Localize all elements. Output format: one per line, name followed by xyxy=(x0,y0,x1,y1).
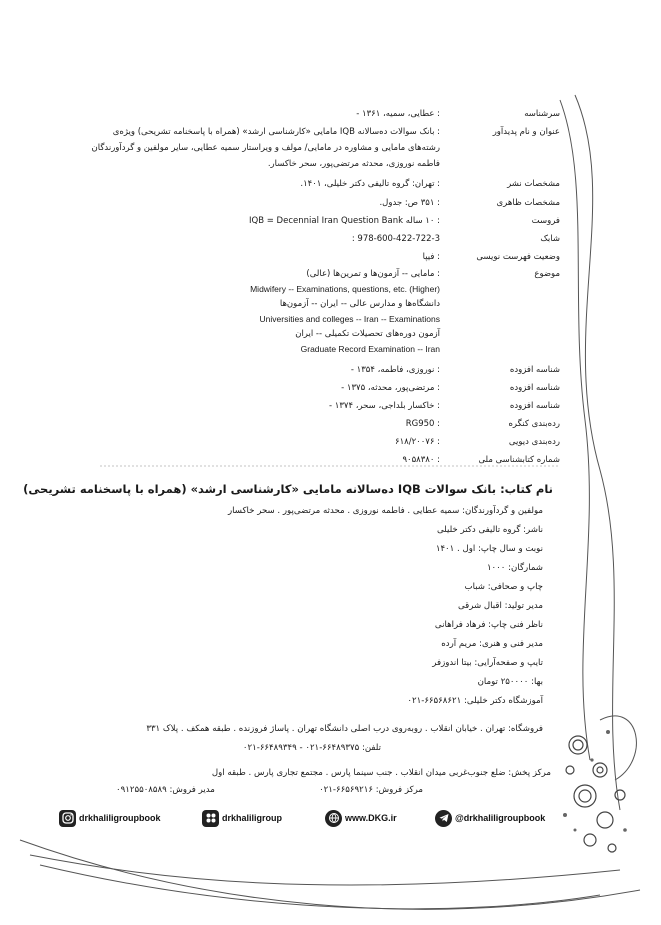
imprint-distribution: مرکز پخش: ضلع جنوب‌غربی میدان انقلاب . جنب سینما پارس . مجتمع تجاری پارس . طبقه اول xyxy=(211,768,551,778)
imprint-printing: چاپ و صحافی: شباب xyxy=(464,582,543,592)
swirl-line xyxy=(40,865,600,909)
imprint-store: فروشگاه: تهران . خیابان انقلاب . روبه‌روی درب اصلی دانشگاه تهران . پاساژ فروزنده . طبقه همکف . پلاک ۳۳۱ xyxy=(146,724,543,734)
website-link[interactable] xyxy=(322,808,397,828)
ornament-circle xyxy=(615,790,625,800)
catalog-subject-line: Graduate Record Examination -- Iran xyxy=(300,344,440,354)
imprint-price: بها: ۲۵۰۰۰۰ تومان xyxy=(477,677,543,687)
catalog-row-physical xyxy=(100,195,560,215)
imprint-production-manager: مدیر تولید: اقبال شرقی xyxy=(457,601,543,611)
aparat-handle: drkhaliligroup xyxy=(222,813,283,823)
swirl-line xyxy=(560,100,590,760)
catalog-value: : ۹۰۵۸۳۸۰ xyxy=(402,455,440,465)
ornament-dot xyxy=(563,813,567,817)
ornament-circle xyxy=(593,763,607,777)
ornament-circle xyxy=(579,790,591,802)
ornament-circle xyxy=(597,767,603,773)
catalog-subject-line: دانشگاه‌ها و مدارس عالی -- ایران -- آزمون‌ها xyxy=(279,299,440,309)
swirl-line xyxy=(30,855,620,885)
catalog-title-line: : بانک سوالات ده‌سالانه IQB مامایی «کارشناسی ارشد» (همراه با پاسخنامه تشریحی) ویژه‌ی xyxy=(112,127,440,137)
catalog-subject-line: آزمون دوره‌های تحصیلات تکمیلی -- ایران xyxy=(295,329,440,339)
ornament-circle xyxy=(573,740,583,750)
catalog-label: شناسه افزوده xyxy=(509,383,560,393)
telegram-link[interactable] xyxy=(432,808,545,828)
catalog-label: عنوان و نام پدیدآور xyxy=(492,127,560,137)
catalog-label: شناسه افزوده xyxy=(509,401,560,411)
book-title: نام کتاب: بانک سوالات IQB ده‌سالانه مامایی «کارشناسی ارشد» (همراه با پاسخنامه تشریحی) xyxy=(23,482,553,496)
catalog-label: شابک xyxy=(540,234,560,244)
ornament-circle xyxy=(566,766,574,774)
imprint-sales-manager: مدیر فروش: ۰۹۱۲۵۵۰۸۵۸۹ xyxy=(116,785,215,795)
catalog-value: : ۶۱۸/۲۰۰۷۶ xyxy=(395,437,440,447)
catalog-label: مشخصات نشر xyxy=(507,179,560,189)
catalog-title-line: فاطمه نوروزی، محدثه مرتضی‌پور، سحر خاکسار. xyxy=(267,159,440,169)
website-url: www.DKG.ir xyxy=(345,813,397,823)
catalog-subject-line: : مامایی -- آزمون‌ها و تمرین‌ها (عالی) xyxy=(306,269,440,279)
imprint-phone: تلفن: ۶۶۴۸۹۳۷۵-۰۲۱ - ۶۶۴۸۹۳۴۹-۰۲۱ xyxy=(242,743,381,753)
catalog-row-isbn xyxy=(100,231,560,251)
catalog-value: : خاکسار بلداجی، سحر، ۱۳۷۴ - xyxy=(328,401,440,411)
catalog-row-added2 xyxy=(100,380,560,400)
globe-icon xyxy=(325,810,342,827)
instagram-link[interactable] xyxy=(56,808,161,828)
catalog-subject-line: Universities and colleges -- Iran -- Examinations xyxy=(259,314,440,324)
catalog-row-dewey xyxy=(100,434,560,454)
catalog-label: وضعیت فهرست نویسی xyxy=(476,252,560,262)
catalog-value: 978-600-422-722-3 : xyxy=(351,234,440,244)
swirl-line xyxy=(20,840,640,909)
catalog-label: رده‌بندی کنگره xyxy=(508,419,560,429)
catalog-value: : ۱۰ ساله IQB = Decennial Iran Question Bank xyxy=(249,216,440,226)
instagram-handle: drkhaliligroupbook xyxy=(79,813,161,823)
ornament-dot xyxy=(590,758,593,761)
catalog-row-national xyxy=(100,452,560,472)
catalog-value: : RG950 xyxy=(405,419,440,429)
catalog-row-congress xyxy=(100,416,560,436)
catalog-value: : نوروزی، فاطمه، ۱۳۵۴ - xyxy=(350,365,440,375)
imprint-publisher: ناشر: گروه تالیفی دکتر خلیلی xyxy=(436,525,543,535)
ornament-circle xyxy=(597,812,613,828)
swirl-line xyxy=(600,716,636,780)
instagram-icon xyxy=(59,810,76,827)
catalog-value: : ۳۵۱ ص: جدول. xyxy=(379,198,440,208)
telegram-icon xyxy=(435,810,452,827)
catalog-value: : تهران: گروه تالیفی دکتر خلیلی، ۱۴۰۱. xyxy=(300,179,440,189)
imprint-technical-supervisor: ناظر فنی چاپ: فرهاد فراهانی xyxy=(434,620,543,630)
catalog-label: فروست xyxy=(531,216,560,226)
catalog-row-author xyxy=(100,106,560,126)
catalog-row-publisher xyxy=(100,176,560,196)
catalog-label: موضوع xyxy=(534,269,560,279)
telegram-handle: @drkhaliligroupbook xyxy=(455,813,546,823)
catalog-label: سرشناسه xyxy=(524,109,560,119)
catalog-value: : عطایی، سمیه، ۱۳۶۱ - xyxy=(356,109,440,119)
aparat-icon xyxy=(202,810,219,827)
ornament-circle xyxy=(608,844,616,852)
catalog-value: : فیپا xyxy=(422,252,440,262)
imprint-print-run: شمارگان: ۱۰۰۰ xyxy=(486,563,543,573)
ornament-dot xyxy=(623,828,627,832)
catalog-value: : مرتضی‌پور، محدثه، ۱۳۷۵ - xyxy=(341,383,440,393)
imprint-typesetting: تایپ و صفحه‌آرایی: بیتا اندوزفر xyxy=(432,658,543,668)
catalog-row-added3 xyxy=(100,398,560,418)
catalog-label: رده‌بندی دیویی xyxy=(508,437,560,447)
catalog-row-series xyxy=(100,213,560,233)
catalog-label: شناسه افزوده xyxy=(509,365,560,375)
catalog-subject-line: Midwifery -- Examinations, questions, etc. (Higher) xyxy=(250,284,440,294)
imprint-sales-center: مرکز فروش: ۶۶۵۶۹۲۱۶-۰۲۱ xyxy=(319,785,423,795)
imprint-art-director: مدیر فنی و هنری: مریم آرده xyxy=(441,639,543,649)
catalog-title-line: رشته‌های مامایی و مشاوره در مامایی/ مولف و ویراستار سمیه عطایی، سایر مولفین و گردآورندگان xyxy=(91,143,440,153)
ornament-circle xyxy=(584,834,596,846)
catalog-label: شماره کتابشناسی ملی xyxy=(478,455,560,465)
imprint-institute: آموزشگاه دکتر خلیلی: ۶۶۵۶۸۶۲۱-۰۲۱ xyxy=(407,696,543,706)
imprint-authors: مولفین و گردآورندگان: سمیه عطایی . فاطمه نوروزی . محدثه مرتضی‌پور . سحر خاکسار xyxy=(228,506,543,516)
ornament-dot xyxy=(606,730,610,734)
ornament-circle xyxy=(569,736,587,754)
aparat-link[interactable] xyxy=(199,808,282,828)
ornament-dot xyxy=(574,829,577,832)
imprint-edition: نوبت و سال چاپ: اول . ۱۴۰۱ xyxy=(435,544,543,554)
catalog-row-added1 xyxy=(100,362,560,382)
swirl-line xyxy=(575,95,620,810)
ornament-circle xyxy=(574,785,596,807)
catalog-label: مشخصات ظاهری xyxy=(496,198,560,208)
